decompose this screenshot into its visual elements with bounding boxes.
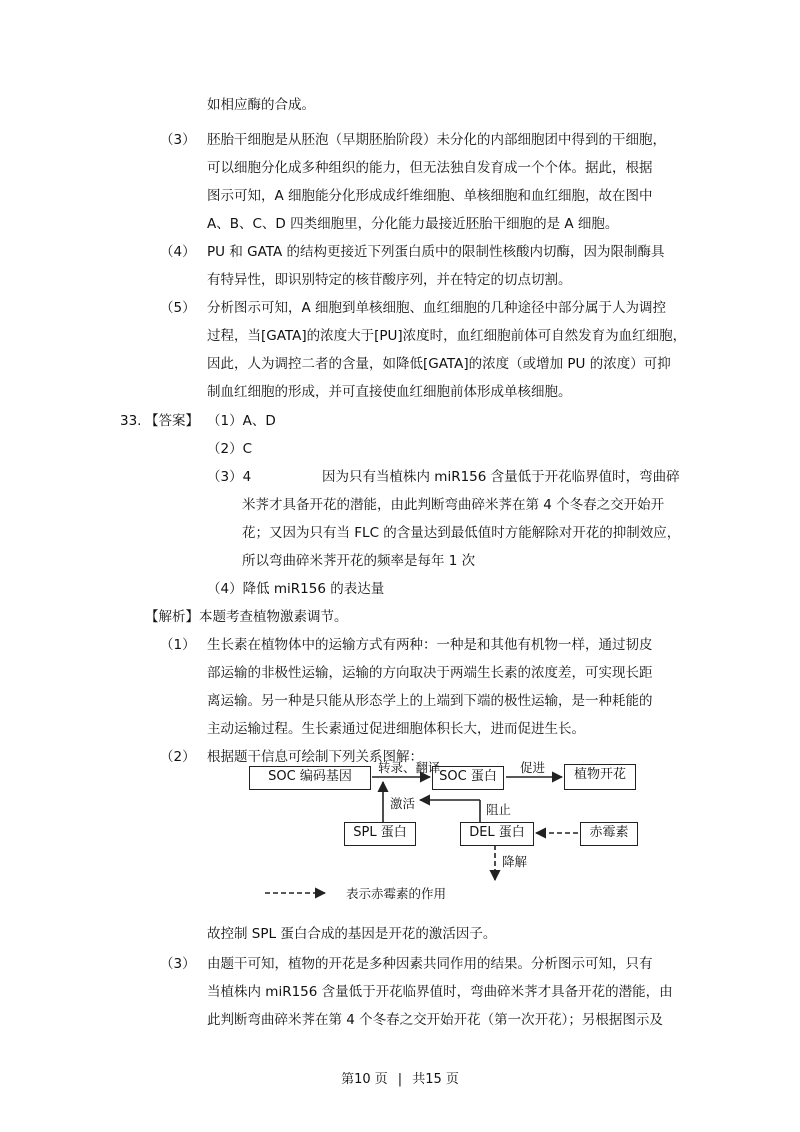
item-number: （2） (160, 749, 196, 765)
answer-2: （2）C (207, 441, 253, 457)
text-line: 因此，人为调控二者的含量，如降低[GATA]的浓度（或增加 PU 的浓度）可抑 (207, 356, 671, 372)
text-line: PU 和 GATA 的结构更接近下列蛋白质中的限制性核酸内切酶，因为限制酶具 (207, 244, 665, 260)
footer-separator: | (397, 1072, 403, 1087)
text-line: 可以细胞分化成多种组织的能力，但无法独自发育成一个个体。据此，根据 (207, 160, 653, 176)
soc-protein-box: SOC 蛋白 (432, 766, 504, 790)
text-line: 图示可知，A 细胞能分化形成成纤维细胞、单核细胞和血红细胞，故在图中 (207, 188, 653, 204)
page-footer (0, 1068, 800, 1087)
label-transcribe: 转录、翻译 (378, 760, 441, 775)
text-line: 部运输的非极性运输，运输的方向取决于两端生长素的浓度差，可实现长距 (207, 665, 653, 681)
text-line: 胚胎干细胞是从胚泡（早期胚胎阶段）未分化的内部细胞团中得到的干细胞， (207, 132, 666, 148)
question-number: 33. (120, 413, 142, 429)
text-line: 故控制 SPL 蛋白合成的基因是开花的激活因子。 (207, 926, 497, 942)
label-activate: 激活 (390, 796, 416, 811)
text-line: 花；又因为只有当 FLC 的含量达到最低值时方能解除对开花的抑制效应， (242, 525, 681, 541)
soc-gene-box: SOC 编码基因 (249, 766, 371, 790)
spl-protein-box: SPL 蛋白 (344, 822, 416, 846)
flowering-box: 植物开花 (564, 764, 636, 790)
answer-1: （1）A、D (207, 413, 276, 429)
label-promote: 促进 (520, 760, 546, 775)
text-line: A、B、C、D 四类细胞里，分化能力最接近胚胎干细胞的是 A 细胞。 (207, 216, 619, 232)
text-line: 分析图示可知，A 细胞到单核细胞、血红细胞的几种途径中部分属于人为调控 (207, 300, 667, 316)
text-line: 如相应酶的合成。 (207, 97, 315, 113)
del-protein-box: DEL 蛋白 (460, 822, 534, 846)
text-line: 生长素在植物体中的运输方式有两种：一种是和其他有机物一样，通过韧皮 (207, 637, 653, 653)
item-number: （1） (160, 637, 196, 653)
text-line: 此判断弯曲碎米荠在第 4 个冬春之交开始开花（第一次开花）；另根据图示及 (207, 1012, 663, 1028)
text-line: 离运输。另一种是只能从形态学上的上端到下端的极性运输，是一种耗能的 (207, 693, 653, 709)
text-line: 由题干可知，植物的开花是多种因素共同作用的结果。分析图示可知，只有 (207, 956, 653, 972)
item-number: （5） (160, 300, 196, 316)
text-line: 因为只有当植株内 miR156 含量低于开花临界值时，弯曲碎 (322, 469, 680, 485)
text-line: 过程，当[GATA]的浓度大于[PU]浓度时，血红细胞前体可自然发育为血红细胞， (207, 328, 687, 344)
item-number: （3） (160, 132, 196, 148)
page-number: 第10 页 (341, 1072, 388, 1087)
label-degrade: 降解 (502, 854, 528, 869)
text-line: 制血红细胞的形成，并可直接使血红细胞前体形成单核细胞。 (207, 384, 572, 400)
gibberellin-box: 赤霉素 (580, 822, 638, 846)
text-line: 根据题干信息可绘制下列关系图解： (207, 749, 423, 765)
legend-label: 表示赤霉素的作用 (346, 886, 447, 901)
text-line: 有特异性，即识别特定的核苷酸序列，并在特定的切点切割。 (207, 272, 572, 288)
item-number: （4） (160, 244, 196, 260)
label-block: 阻止 (486, 802, 512, 817)
text-line: 当植株内 miR156 含量低于开花临界值时，弯曲碎米荠才具备开花的潜能，由 (207, 984, 673, 1000)
text-line: 所以弯曲碎米荠开花的频率是每年 1 次 (242, 553, 476, 569)
answer-tag: 【答案】 (145, 413, 199, 429)
answer-3-head: （3）4 (207, 469, 252, 485)
analysis-tag: 【解析】本题考查植物激素调节。 (145, 609, 348, 625)
page-total: 共15 页 (412, 1072, 459, 1087)
answer-4: （4）降低 miR156 的表达量 (207, 581, 385, 597)
item-number: （3） (160, 956, 196, 972)
text-line: 主动运输过程。生长素通过促进细胞体积长大，进而促进生长。 (207, 721, 585, 737)
text-line: 米荠才具备开花的潜能，由此判断弯曲碎米荠在第 4 个冬春之交开始开 (242, 497, 665, 513)
